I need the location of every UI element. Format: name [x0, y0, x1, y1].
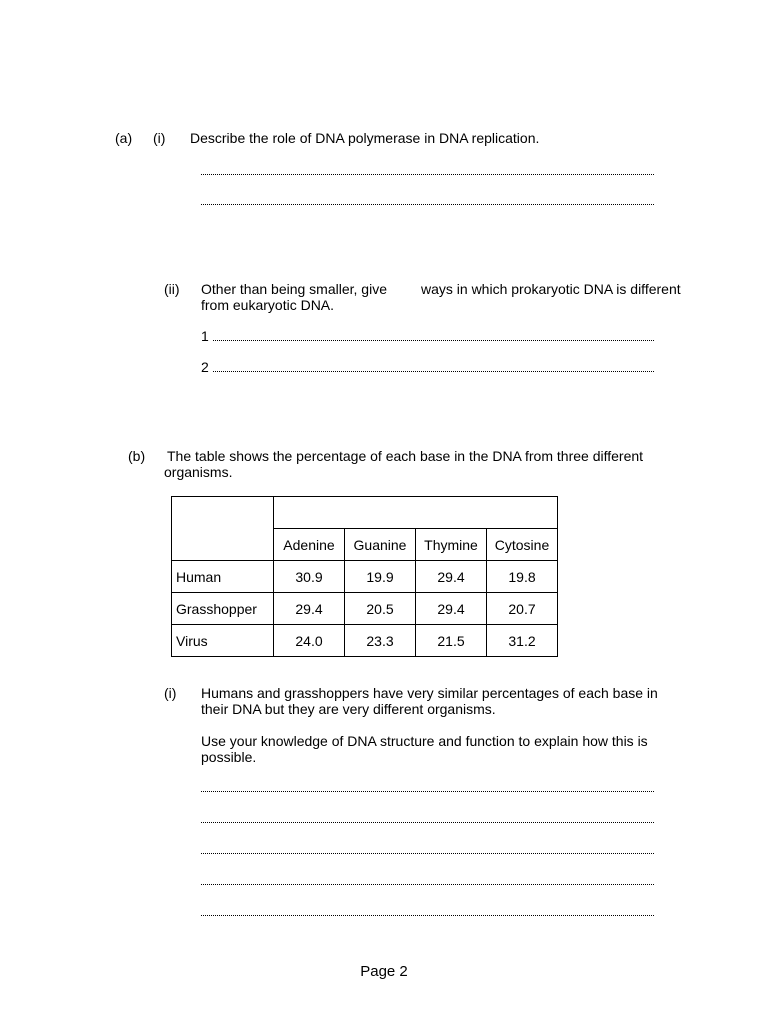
answer-line[interactable] [201, 168, 654, 175]
table-corner-cell [172, 497, 274, 561]
answer-line[interactable] [201, 198, 654, 205]
table-cell: 29.4 [416, 593, 487, 625]
answer-line[interactable] [213, 334, 654, 341]
part-a-i-question: Describe the role of DNA polymerase in DNA replication. [190, 130, 540, 146]
part-b-i-text-line3: Use your knowledge of DNA structure and function to explain how this is [201, 733, 648, 749]
answer-line[interactable] [201, 878, 654, 885]
part-b-i-text-line4: possible. [201, 749, 257, 765]
part-a-ii-question-start: Other than being smaller, give [201, 281, 387, 297]
column-header: Cytosine [487, 529, 558, 561]
answer-line[interactable] [213, 365, 654, 372]
table-cell: 29.4 [416, 561, 487, 593]
part-b-i-text-line2: their DNA but they are very different organisms. [201, 701, 496, 717]
row-header: Virus [172, 625, 274, 657]
column-header: Adenine [274, 529, 345, 561]
table-header-blank [274, 497, 558, 529]
table-cell: 30.9 [274, 561, 345, 593]
part-b-label: (b) [128, 448, 146, 464]
table-row [172, 625, 558, 657]
table-cell: 23.3 [345, 625, 416, 657]
part-a-ii-question-end: ways in which prokaryotic DNA is different [421, 281, 681, 297]
part-b-intro-line2: organisms. [164, 464, 233, 480]
table-cell: 19.8 [487, 561, 558, 593]
column-header: Thymine [416, 529, 487, 561]
part-b-i-label: (i) [164, 685, 177, 701]
answer-number: 1 [201, 328, 209, 344]
base-percentage-table [171, 496, 558, 657]
answer-number: 2 [201, 359, 209, 375]
answer-line[interactable] [201, 847, 654, 854]
answer-line[interactable] [201, 816, 654, 823]
part-a-ii-label: (ii) [164, 281, 180, 297]
table-row [172, 593, 558, 625]
page-number: Page 2 [360, 963, 408, 980]
part-a-ii-question-line2: from eukaryotic DNA. [201, 297, 335, 313]
part-a-i-label: (i) [153, 130, 166, 146]
column-header: Guanine [345, 529, 416, 561]
answer-line[interactable] [201, 909, 654, 916]
part-a-label: (a) [115, 130, 133, 146]
table-cell: 31.2 [487, 625, 558, 657]
table-cell: 21.5 [416, 625, 487, 657]
row-header: Human [172, 561, 274, 593]
row-header: Grasshopper [172, 593, 274, 625]
part-b-intro-line1: The table shows the percentage of each base in the DNA from three different [167, 448, 644, 464]
table-cell: 20.5 [345, 593, 416, 625]
table-cell: 29.4 [274, 593, 345, 625]
table-cell: 20.7 [487, 593, 558, 625]
table-row [172, 561, 558, 593]
table-cell: 19.9 [345, 561, 416, 593]
part-b-i-text-line1: Humans and grasshoppers have very similar percentages of each base in [201, 685, 658, 701]
answer-line[interactable] [201, 785, 654, 792]
table-cell: 24.0 [274, 625, 345, 657]
